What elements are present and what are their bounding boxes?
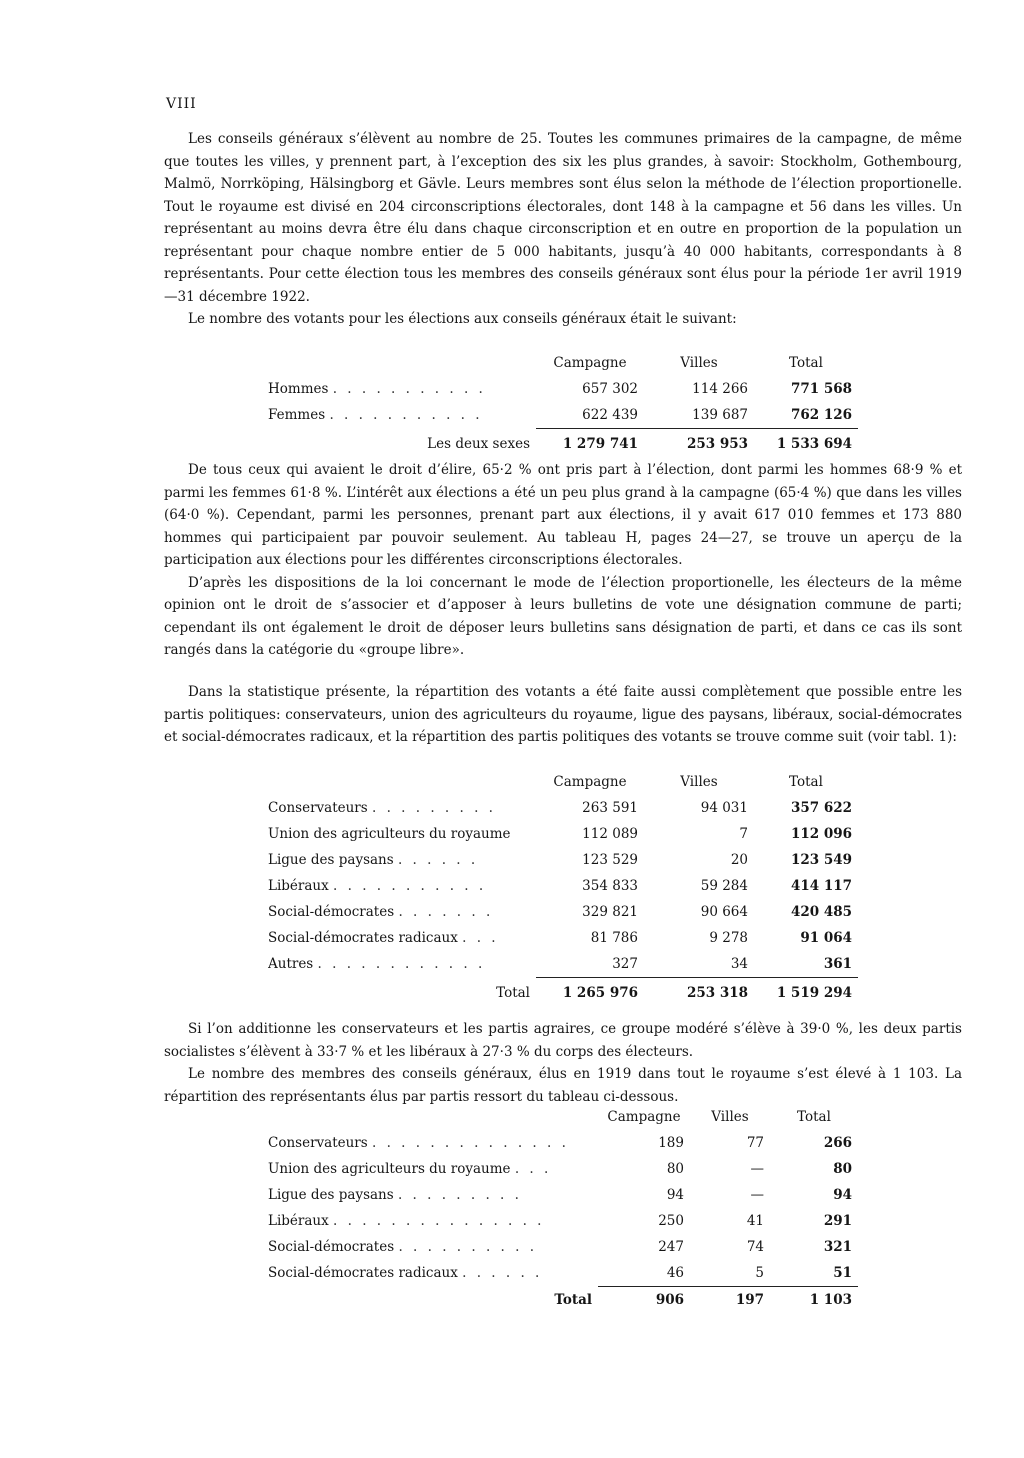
- row-label: Femmes: [268, 407, 326, 424]
- cell-villes: 9 278: [709, 930, 748, 946]
- parties-table-header: [268, 769, 858, 795]
- cell-total: 771 568: [790, 381, 852, 397]
- col-header-total: Total: [797, 1109, 831, 1125]
- cell-total: 762 126: [790, 407, 852, 423]
- cell-campagne: 1 265 976: [536, 978, 644, 1009]
- col-header-campagne: Campagne: [553, 774, 627, 790]
- cell-campagne: 657 302: [582, 381, 638, 397]
- table-sum-row: [268, 429, 858, 460]
- dispositions-paragraph: D’après les dispositions de la loi concernant le mode de l’élection proportionelle, les électeurs de la même opinion ont le droit de s’associer et d’apposer à leurs bulletins de vote une désignation commune de parti; cependant ils ont également le droit de déposer leurs bulletins sans désignation de parti, et dans ce cas ils sont rangés dans la catégorie du «groupe libre».: [164, 574, 962, 658]
- table-row: Social-démocrates radicaux . . . . . . 46 5 51: [268, 1260, 858, 1287]
- cell-villes: 139 687: [692, 407, 748, 423]
- cell-campagne: 80: [666, 1161, 684, 1177]
- cell-total: 51: [833, 1265, 852, 1281]
- participation-section: [164, 459, 962, 662]
- cell-campagne: 94: [666, 1187, 684, 1203]
- col-header-villes: Villes: [711, 1109, 749, 1125]
- voters-table-header: [268, 350, 858, 376]
- col-header-total: Total: [789, 774, 823, 790]
- cell-villes: —: [750, 1187, 764, 1203]
- sum-label: Total: [496, 984, 530, 1001]
- cell-total: 94: [833, 1187, 852, 1203]
- sum-label: Total: [554, 1291, 592, 1308]
- moderate-paragraph: Si l’on additionne les conservateurs et les partis agraires, ce groupe modéré s’élève à 39·0 %, les deux partis socialistes s’élèvent à 33·7 % et les libéraux à 27·3 % du corps des électeurs.: [164, 1021, 962, 1060]
- table-sum-row: [268, 978, 858, 1009]
- cell-total: 112 096: [790, 826, 852, 842]
- table-row: Femmes . . . . . . . . . . . 622 439 139 687 762 126: [268, 402, 858, 429]
- participation-paragraph: De tous ceux qui avaient le droit d’élire, 65·2 % ont pris part à l’élection, dont parmi les hommes 68·9 % et parmi les femmes 61·8 %. L’intérêt aux élections a été un peu plus grand à la campagne (65·4 %) que dans les villes (64·0 %). Cependant, parmi les personnes, prenant part aux élections, il y avait 617 010 femmes et 173 880 hommes qui participaient par pouvoir seulement. Au tableau H, pages 24—27, se trouve un aperçu de la participation aux élections pour les différentes circonscriptions électorales.: [164, 462, 962, 568]
- cell-campagne: 250: [658, 1213, 684, 1229]
- table-row: Social-démocrates radicaux . . . 81 786 9 278 91 064: [268, 925, 858, 951]
- cell-campagne: 247: [658, 1239, 684, 1255]
- sum-label: Les deux sexes: [427, 435, 530, 452]
- cell-campagne: 263 591: [582, 800, 638, 816]
- row-label: Ligue des paysans: [268, 852, 394, 868]
- table-row: Hommes . . . . . . . . . . . 657 302 114 266 771 568: [268, 376, 858, 402]
- table-row: Ligue des paysans . . . . . . . . . 94 — 94: [268, 1182, 858, 1208]
- cell-campagne: 906: [598, 1287, 690, 1314]
- table-row: Conservateurs . . . . . . . . . 263 591 94 031 357 622: [268, 795, 858, 821]
- table-sum-row: [268, 1287, 858, 1314]
- cell-villes: 197: [690, 1287, 770, 1314]
- cell-campagne: 46: [666, 1265, 684, 1281]
- cell-campagne: 327: [612, 956, 638, 972]
- statistique-paragraph: Dans la statistique présente, la répartition des votants a été faite aussi complètement que possible entre les partis politiques: conservateurs, union des agriculteurs du royaume, ligue des paysans, libéraux, social-démocrates et social-démocrates radicaux, et la répartition des partis politiques des votants se trouve comme suit (voir tabl. 1):: [164, 684, 962, 745]
- members-paragraph: Le nombre des membres des conseils généraux, élus en 1919 dans tout le royaume s’est élevé à 1 103. La répartition des représentants élus par partis ressort du tableau ci-dessous.: [164, 1066, 962, 1105]
- table-row: Social-démocrates . . . . . . . . . . 247 74 321: [268, 1234, 858, 1260]
- cell-campagne: 329 821: [582, 904, 638, 920]
- cell-villes: —: [750, 1161, 764, 1177]
- cell-villes: 7: [739, 826, 748, 842]
- table-row: Libéraux . . . . . . . . . . . 354 833 59 284 414 117: [268, 873, 858, 899]
- voters-table: [268, 350, 858, 459]
- cell-villes: 90 664: [700, 904, 748, 920]
- cell-campagne: 354 833: [582, 878, 638, 894]
- row-label: Social-démocrates: [268, 904, 395, 920]
- page-number: VIII: [166, 96, 197, 112]
- cell-total: 91 064: [800, 930, 852, 946]
- row-label: Libéraux: [268, 1213, 329, 1229]
- row-label: Social-démocrates radicaux: [268, 1265, 458, 1282]
- row-label: Libéraux: [268, 878, 329, 894]
- cell-villes: 253 318: [644, 978, 754, 1009]
- col-header-campagne: Campagne: [607, 1109, 681, 1125]
- reps-table-header: [268, 1104, 858, 1130]
- cell-total: 80: [833, 1161, 852, 1177]
- col-header-total: Total: [789, 355, 823, 371]
- col-header-villes: Villes: [680, 774, 718, 790]
- representatives-table: [268, 1104, 858, 1313]
- col-header-campagne: Campagne: [553, 355, 627, 371]
- row-label: Autres: [268, 956, 314, 973]
- cell-villes: 77: [746, 1135, 764, 1151]
- row-label: Union des agriculteurs du royaume: [268, 1161, 511, 1177]
- voters-intro-paragraph: Le nombre des votants pour les élections aux conseils généraux était le suivant:: [188, 311, 737, 327]
- cell-campagne: 123 529: [582, 852, 638, 868]
- table-row: [268, 821, 858, 847]
- cell-total: 123 549: [790, 852, 852, 868]
- cell-total: 414 117: [790, 878, 852, 894]
- parties-votes-table: [268, 769, 858, 1008]
- row-label: Union des agriculteurs du royaume: [268, 826, 511, 842]
- cell-villes: 59 284: [700, 878, 748, 894]
- table-row: Libéraux . . . . . . . . . . . . . . . 250 41 291: [268, 1208, 858, 1234]
- row-label: Social-démocrates: [268, 1239, 395, 1255]
- table-row: Social-démocrates . . . . . . . 329 821 90 664 420 485: [268, 899, 858, 925]
- table-row: Autres . . . . . . . . . . . . 327 34 361: [268, 951, 858, 978]
- cell-total: 1 533 694: [754, 429, 858, 460]
- cell-total: 266: [823, 1135, 852, 1151]
- table-row: Conservateurs . . . . . . . . . . . . . . 189 77 266: [268, 1130, 858, 1156]
- cell-villes: 5: [755, 1265, 764, 1281]
- cell-campagne: 81 786: [590, 930, 638, 946]
- cell-total: 1 103: [770, 1287, 858, 1314]
- row-label: Hommes: [268, 381, 329, 397]
- cell-villes: 253 953: [644, 429, 754, 460]
- table-row: Union des agriculteurs du royaume . . . 80 — 80: [268, 1156, 858, 1182]
- cell-villes: 74: [746, 1239, 764, 1255]
- cell-total: 357 622: [790, 800, 852, 816]
- cell-villes: 34: [730, 956, 748, 972]
- cell-campagne: 189: [658, 1135, 684, 1151]
- row-label: Social-démocrates radicaux: [268, 930, 458, 946]
- cell-villes: 114 266: [692, 381, 748, 397]
- cell-campagne: 112 089: [582, 826, 638, 842]
- cell-total: 1 519 294: [754, 978, 858, 1009]
- cell-villes: 20: [730, 852, 748, 868]
- intro-paragraph: Les conseils généraux s’élèvent au nombre de 25. Toutes les communes primaires de la campagne, de même que toutes les villes, y prennent part, à l’exception des six les plus grandes, à savoir: Stockholm, Gothembourg, Malmö, Norrköping, Hälsingborg et Gävle. Leurs membres sont élus selon la méthode de l’élection proportionelle. Tout le royaume est divisé en 204 circonscriptions électorales, dont 148 à la campagne et 56 dans les villes. Un représentant au moins devra être élu dans chaque circonscription et en outre en proportion de la population un représentant pour chaque nombre entier de 5 000 habitants, jusqu’à 40 000 habitants, correspondants à 8 représentants. Pour cette élection tous les membres des conseils généraux sont élus pour la période 1er avril 1919—31 décembre 1922.: [164, 131, 962, 305]
- cell-total: 420 485: [790, 904, 852, 920]
- row-label: Conservateurs: [268, 800, 368, 816]
- row-label: Conservateurs: [268, 1135, 368, 1151]
- col-header-villes: Villes: [680, 355, 718, 371]
- cell-campagne: 622 439: [582, 407, 638, 423]
- cell-total: 321: [823, 1239, 852, 1255]
- table-row: Ligue des paysans . . . . . . 123 529 20 123 549: [268, 847, 858, 873]
- cell-villes: 41: [746, 1213, 764, 1229]
- cell-total: 361: [823, 956, 852, 972]
- intro-section: [164, 128, 962, 331]
- statistique-section: [164, 681, 962, 749]
- summary-section: [164, 1018, 962, 1108]
- cell-campagne: 1 279 741: [536, 429, 644, 460]
- cell-total: 291: [823, 1213, 852, 1229]
- row-label: Ligue des paysans: [268, 1187, 394, 1203]
- cell-villes: 94 031: [700, 800, 748, 816]
